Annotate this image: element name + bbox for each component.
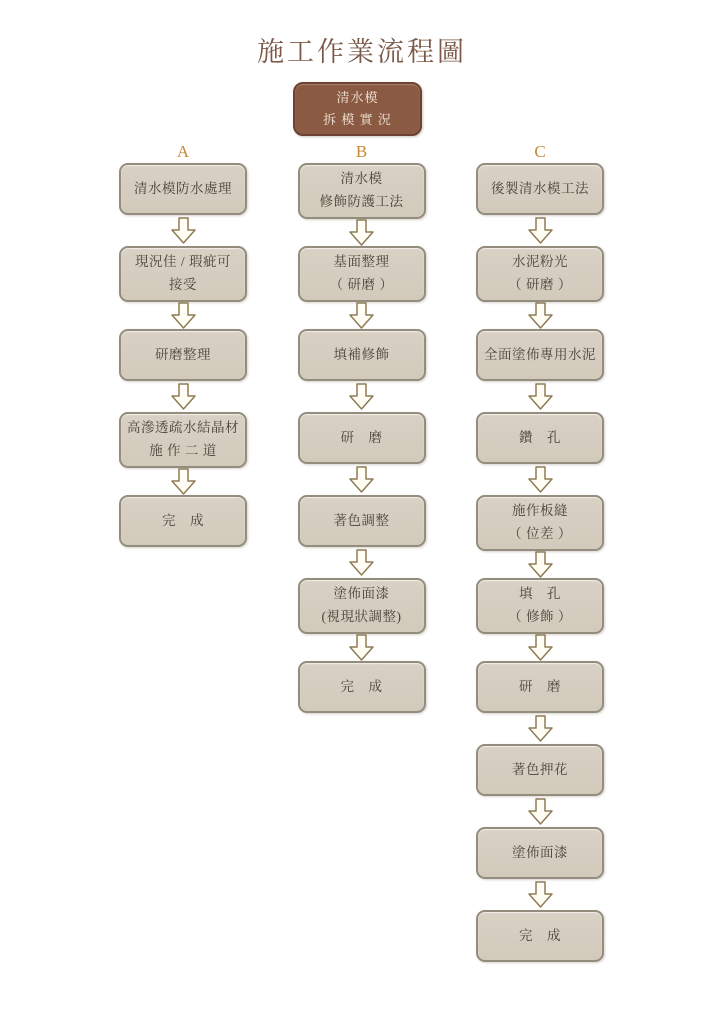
- process-box-label: 後製清水模工法: [491, 180, 589, 196]
- flow-step: [298, 495, 426, 578]
- down-arrow-icon: [528, 302, 553, 329]
- down-arrow-icon: [528, 383, 553, 410]
- arrow-zone: [298, 634, 426, 661]
- process-box: [476, 910, 604, 962]
- flows: [0, 142, 724, 962]
- process-box: [476, 246, 604, 302]
- down-arrow-icon: [528, 634, 553, 661]
- down-arrow-icon: [171, 217, 196, 244]
- flow-step: [298, 661, 426, 713]
- process-box-label: 全面塗佈專用水泥: [484, 346, 596, 362]
- process-box-label: （ 研磨 ）: [508, 277, 572, 292]
- process-box-label: 基面整理: [333, 254, 390, 270]
- process-box-label: 著色押花: [512, 761, 568, 777]
- down-arrow-icon: [349, 466, 374, 493]
- arrow-zone: [119, 215, 247, 246]
- arrow-zone: [476, 796, 604, 827]
- process-box-label: 完 成: [162, 512, 204, 528]
- process-box: [119, 495, 247, 547]
- arrow-zone: [476, 464, 604, 495]
- flow-step: [476, 412, 604, 495]
- down-arrow-icon: [349, 219, 374, 246]
- down-arrow-icon: [171, 468, 196, 495]
- process-box: [298, 163, 426, 219]
- process-box: [298, 412, 426, 464]
- process-box-label: 研 磨: [340, 429, 383, 445]
- process-box: [476, 412, 604, 464]
- root-box-line-1: 清水模: [336, 90, 379, 106]
- flow-step: [476, 578, 604, 661]
- process-box: [476, 744, 604, 796]
- process-box: [476, 163, 604, 215]
- process-box: [119, 163, 247, 215]
- down-arrow-icon: [528, 798, 553, 825]
- column-label-A: A: [176, 142, 190, 161]
- process-box-label: 清水模防水處理: [134, 180, 232, 196]
- process-box-label: （ 位差 ）: [508, 526, 572, 541]
- flow-column-A: [119, 142, 247, 962]
- page-title: 施工作業流程圖: [257, 37, 467, 67]
- flow-step: [476, 827, 604, 910]
- down-arrow-icon: [349, 383, 374, 410]
- flow-step: [298, 163, 426, 246]
- flow-step: [119, 163, 247, 246]
- process-box: [476, 495, 604, 551]
- process-box-label: 水泥粉光: [512, 254, 568, 270]
- process-box-label: 清水模: [340, 171, 383, 187]
- process-box-label: 高滲透疏水結晶材: [127, 420, 239, 436]
- flow-step: [476, 495, 604, 578]
- column-label-B: B: [355, 142, 368, 161]
- arrow-zone: [476, 381, 604, 412]
- process-box: [298, 246, 426, 302]
- flow-step: [476, 910, 604, 962]
- process-box-label: （ 修飾 ）: [508, 609, 572, 624]
- process-box-label: 完 成: [340, 678, 383, 694]
- root-box-line-2: 拆 模 實 況: [323, 112, 392, 127]
- flow-step: [476, 744, 604, 827]
- flow-step: [119, 412, 247, 495]
- process-box: [119, 329, 247, 381]
- process-box-label: 修飾防護工法: [319, 194, 404, 209]
- process-box-label: 著色調整: [333, 512, 390, 528]
- process-box: [298, 329, 426, 381]
- down-arrow-icon: [171, 383, 196, 410]
- process-box-label: 接受: [169, 277, 197, 292]
- down-arrow-icon: [349, 549, 374, 576]
- arrow-zone: [298, 302, 426, 329]
- flow-step: [119, 246, 247, 329]
- flow-step: [476, 661, 604, 744]
- process-box: [298, 495, 426, 547]
- root-box: [293, 82, 422, 136]
- down-arrow-icon: [528, 217, 553, 244]
- flow-step: [298, 412, 426, 495]
- process-box-label: 塗佈面漆: [512, 844, 568, 860]
- flow-step: [298, 578, 426, 661]
- arrow-zone: [298, 219, 426, 246]
- flow-step: [119, 495, 247, 547]
- down-arrow-icon: [528, 881, 553, 908]
- process-box: [476, 827, 604, 879]
- down-arrow-icon: [528, 551, 553, 578]
- process-box-label: 完 成: [519, 927, 561, 943]
- arrow-zone: [119, 468, 247, 495]
- process-box-label: 研磨整理: [155, 346, 211, 362]
- arrow-zone: [119, 381, 247, 412]
- process-box-label: （ 研磨 ）: [329, 277, 394, 292]
- process-box-label: 填補修飾: [333, 346, 390, 362]
- process-box: [119, 246, 247, 302]
- down-arrow-icon: [171, 302, 196, 329]
- flow-column-C: [476, 142, 604, 962]
- process-box-label: 填 孔: [519, 586, 561, 602]
- flow-step: [119, 329, 247, 412]
- flow-step: [476, 329, 604, 412]
- arrow-zone: [476, 302, 604, 329]
- arrow-zone: [476, 634, 604, 661]
- arrow-zone: [298, 464, 426, 495]
- down-arrow-icon: [349, 634, 374, 661]
- down-arrow-icon: [349, 302, 374, 329]
- process-box: [476, 329, 604, 381]
- process-box: [476, 578, 604, 634]
- arrow-zone: [476, 551, 604, 578]
- process-box-label: 鑽 孔: [519, 429, 561, 445]
- process-box-label: (視現狀調整): [321, 609, 402, 624]
- process-box-label: 現況佳 / 瑕疵可: [134, 254, 231, 270]
- flow-step: [476, 246, 604, 329]
- process-box: [119, 412, 247, 468]
- flow-step: [298, 329, 426, 412]
- arrow-zone: [476, 215, 604, 246]
- flow-step: [298, 246, 426, 329]
- arrow-zone: [476, 713, 604, 744]
- process-box: [298, 661, 426, 713]
- arrow-zone: [476, 879, 604, 910]
- flow-column-B: [298, 142, 426, 962]
- process-box-label: 研 磨: [519, 678, 561, 694]
- arrow-zone: [298, 381, 426, 412]
- flow-step: [476, 163, 604, 246]
- arrow-zone: [298, 547, 426, 578]
- process-box-label: 施作板縫: [512, 503, 568, 519]
- process-box-label: 施 作 二 道: [149, 443, 217, 458]
- down-arrow-icon: [528, 715, 553, 742]
- down-arrow-icon: [528, 466, 553, 493]
- column-label-C: C: [534, 142, 546, 161]
- arrow-zone: [119, 302, 247, 329]
- process-box: [476, 661, 604, 713]
- process-box: [298, 578, 426, 634]
- process-box-label: 塗佈面漆: [333, 586, 390, 602]
